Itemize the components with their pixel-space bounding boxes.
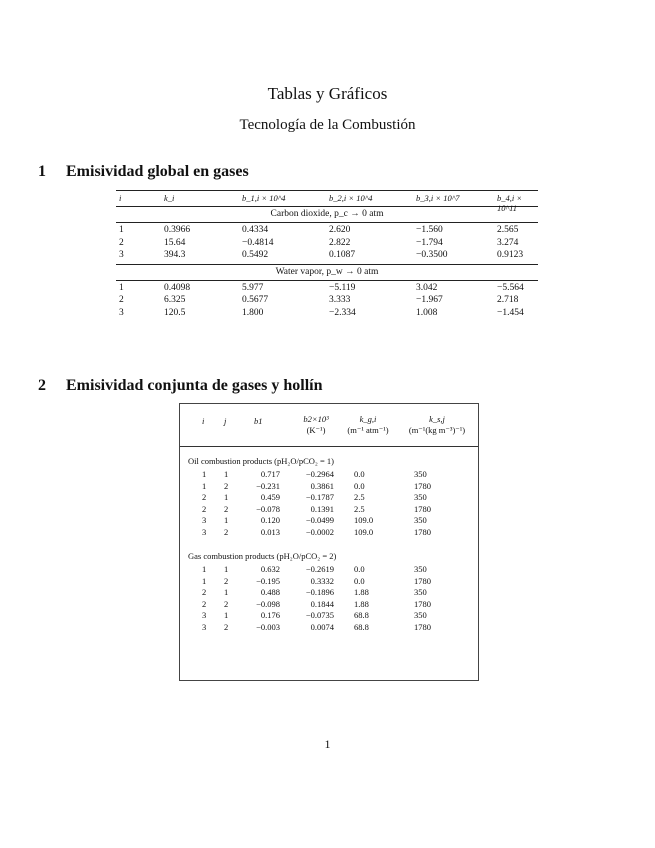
table-body (116, 223, 538, 261)
group-label: Water vapor, p_w → 0 atm (275, 266, 379, 277)
header-cell: b_2,i × 10^4 (329, 193, 373, 203)
table-cell: −1.560 (416, 225, 443, 235)
table-cell: −0.2619 (305, 564, 334, 574)
table-cell: 3 (202, 610, 207, 620)
header-cell: i (119, 193, 122, 203)
header-cell: i (202, 416, 205, 426)
table-cell: 0.3966 (164, 225, 191, 235)
table-cell: 1 (224, 610, 229, 620)
table-cell: 0.632 (260, 564, 280, 574)
section-title: Emisividad global en gases (66, 163, 249, 180)
group-label: Carbon dioxide, p_c → 0 atm (270, 209, 384, 219)
table-cell: −0.0499 (305, 515, 334, 525)
table-cell: 5.977 (242, 282, 264, 293)
table-header-row (116, 191, 538, 213)
table-cell: −2.334 (329, 307, 356, 318)
table-cell: 2 (224, 503, 229, 514)
table-cell: 350 (414, 469, 427, 479)
group-label: Gas combustion products (pH₂O/pCO₂ = 2) (188, 551, 337, 561)
table-cell: 68.8 (354, 610, 369, 620)
table-cell: −0.098 (256, 598, 280, 609)
table-cell: 1 (224, 564, 229, 574)
table-cell: 2.5 (354, 503, 365, 514)
header-cell: k_i (164, 193, 175, 203)
header-cell: b_4,i × 10^11 (497, 193, 523, 213)
header-cell: b1 (254, 416, 263, 426)
table-cell: 2.565 (497, 225, 519, 235)
table-cell: −0.078 (256, 503, 280, 514)
header-cell: b2×10³ (303, 414, 329, 424)
table-row (180, 576, 478, 588)
table-cell: −0.1787 (305, 492, 334, 502)
table-cell: −1.454 (497, 307, 524, 318)
table-header-row (180, 404, 478, 446)
table-row (180, 504, 478, 516)
table-cell: 2 (224, 621, 229, 632)
table-cell: 109.0 (354, 515, 374, 525)
table-cell: 3.042 (416, 282, 438, 293)
group-label: Oil combustion products (pH₂O/pCO₂ = 1) (188, 456, 335, 466)
table-cell: 2 (119, 295, 124, 305)
table-row (180, 515, 478, 527)
table-cell: 1 (119, 225, 124, 235)
header-cell: b_1,i × 10^4 (242, 193, 286, 203)
table-cell: 1780 (414, 480, 431, 491)
document-title: Tablas y Gráficos (267, 84, 388, 103)
gas-soot-emissivity-table (179, 403, 479, 681)
table-cell: 0.459 (260, 492, 280, 502)
table-cell: 0.717 (260, 469, 280, 479)
table-row (180, 469, 478, 481)
table-cell: 2 (202, 492, 207, 502)
table-row (116, 293, 538, 306)
table-cell: 3.333 (329, 295, 351, 305)
table-cell: 1 (202, 469, 207, 479)
table-cell: 0.3861 (310, 480, 334, 491)
table-cell: 2 (224, 598, 229, 609)
table-cell: 2 (224, 526, 229, 537)
table-cell: 2.718 (497, 295, 519, 305)
table-row (116, 281, 538, 294)
table-cell: 1 (224, 587, 229, 597)
table-cell: 6.325 (164, 295, 186, 305)
table-cell: 0.3332 (310, 575, 334, 586)
header-unit: (K⁻¹) (306, 425, 326, 435)
table-cell: 1.800 (242, 307, 264, 318)
table-cell: 1780 (414, 598, 431, 609)
table-rule (180, 446, 478, 447)
table-body (180, 564, 478, 633)
table-row (180, 481, 478, 493)
table-cell: 2 (224, 575, 229, 586)
table-cell: −1.967 (416, 295, 443, 305)
section-1-heading (38, 163, 249, 181)
header-unit: (m⁻¹(kg m⁻³)⁻¹) (408, 425, 466, 435)
table-cell: 0.0 (354, 575, 365, 586)
table-cell: 1780 (414, 621, 431, 632)
table-cell: −0.195 (256, 575, 280, 586)
table-cell: 3 (202, 515, 207, 525)
table-cell: 120.5 (164, 307, 186, 318)
table-cell: 3.274 (497, 237, 519, 248)
table-row (116, 306, 538, 319)
table-cell: 1 (202, 480, 207, 491)
table-cell: 0.013 (260, 526, 280, 537)
table-cell: 1.008 (416, 307, 438, 318)
table-cell: 1780 (414, 575, 431, 586)
table-cell: −0.4814 (242, 237, 274, 248)
document-subtitle: Tecnología de la Combustión (239, 117, 416, 133)
section-number: 1 (38, 163, 46, 180)
section-2-heading (38, 377, 323, 395)
table-cell: 0.5677 (242, 295, 269, 305)
table-cell: −0.003 (256, 621, 280, 632)
table-cell: 109.0 (354, 526, 374, 537)
table-cell: 2 (119, 237, 124, 248)
table-cell: 2.620 (329, 225, 351, 235)
table-cell: 2.5 (354, 492, 365, 502)
table-cell: 1 (224, 469, 229, 479)
table-row (116, 236, 538, 249)
table-row (180, 492, 478, 504)
section-number: 2 (38, 377, 46, 394)
table-cell: 1780 (414, 526, 431, 537)
table-cell: 0.5492 (242, 250, 269, 260)
table-cell: 1 (119, 282, 124, 293)
table-row (180, 599, 478, 611)
table-cell: 3 (202, 526, 207, 537)
table-cell: 350 (414, 564, 427, 574)
table-cell: 0.9123 (497, 250, 524, 260)
table-cell: 0.488 (260, 587, 280, 597)
table-body (180, 469, 478, 538)
header-cell: k_s,j (429, 414, 445, 424)
table-cell: −0.0735 (305, 610, 334, 620)
header-cell: j (224, 416, 227, 426)
table-cell: 0.176 (260, 610, 280, 620)
table-cell: 350 (414, 610, 427, 620)
table-cell: 1 (224, 492, 229, 502)
table-cell: 0.1391 (310, 503, 334, 514)
table-cell: −0.0002 (305, 526, 334, 537)
table-cell: 1 (224, 515, 229, 525)
table-cell: 2 (202, 598, 207, 609)
table-cell: 3 (202, 621, 207, 632)
table-cell: 1.88 (354, 598, 369, 609)
table-cell: 350 (414, 492, 427, 502)
table-cell: 1 (202, 575, 207, 586)
table-cell: 350 (414, 515, 427, 525)
table-row (180, 610, 478, 622)
table-row (180, 527, 478, 539)
table-cell: 394.3 (164, 250, 186, 260)
table-cell: −5.564 (497, 282, 524, 293)
table-row (116, 248, 538, 261)
table-cell: 0.0 (354, 480, 365, 491)
table-cell: 68.8 (354, 621, 369, 632)
table-cell: 2 (224, 480, 229, 491)
table-row (180, 564, 478, 576)
table-cell: 2.822 (329, 237, 351, 248)
table-cell: 0.1087 (329, 250, 356, 260)
table-cell: 1 (202, 564, 207, 574)
table-cell: 3 (119, 250, 124, 260)
table-cell: −0.1896 (305, 587, 334, 597)
table-cell: 350 (414, 587, 427, 597)
table-cell: 3 (119, 307, 124, 318)
table-row (180, 622, 478, 634)
table-cell: 1.88 (354, 587, 369, 597)
table-cell: 2 (202, 503, 207, 514)
table-cell: −5.119 (329, 282, 356, 293)
table-cell: −0.3500 (416, 250, 448, 260)
section-title: Emisividad conjunta de gases y hollín (66, 377, 323, 394)
gas-emissivity-table (116, 190, 538, 318)
table-cell: 0.4334 (242, 225, 269, 235)
table-cell: −0.2964 (305, 469, 334, 479)
table-cell: −1.794 (416, 237, 443, 248)
table-cell: 0.4098 (164, 282, 191, 293)
table-cell: 2 (202, 587, 207, 597)
spacer (180, 538, 478, 548)
table-cell: 1780 (414, 503, 431, 514)
table-cell: 15.64 (164, 237, 186, 248)
table-cell: 0.0 (354, 564, 365, 574)
table-cell: −0.231 (256, 480, 280, 491)
table-cell: 0.120 (260, 515, 280, 525)
header-unit: (m⁻¹ atm⁻¹) (347, 425, 389, 435)
table-row (116, 223, 538, 236)
table-body (116, 281, 538, 319)
table-cell: 0.0074 (310, 621, 334, 632)
table-row (180, 587, 478, 599)
page-number: 1 (324, 737, 331, 751)
header-cell: b_3,i × 10^7 (416, 193, 460, 203)
table-cell: 0.1844 (310, 598, 334, 609)
header-cell: k_g,i (359, 414, 377, 424)
table-cell: 0.0 (354, 469, 365, 479)
